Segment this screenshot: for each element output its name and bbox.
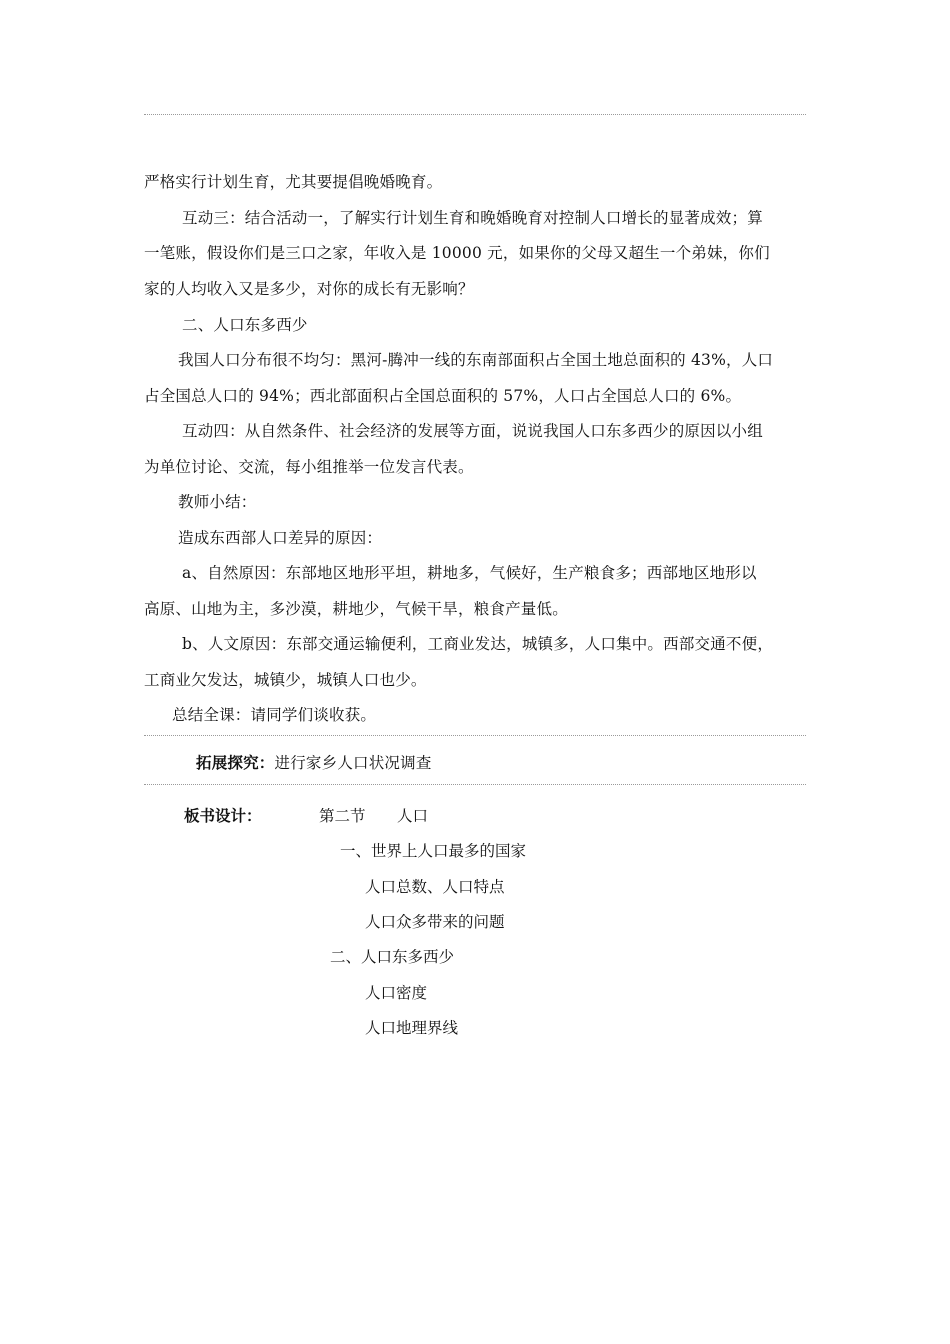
paragraph-line: 工商业欠发达，城镇少，城镇人口也少。 [144,671,427,689]
extension-text: 进行家乡人口状况调查 [274,754,432,772]
paragraph-line: 占全国总人口的 94%；西北部面积占全国总面积的 57%，人口占全国总人口的 6%。 [144,387,742,405]
board-section: 第二节 [319,807,366,825]
extension-label: 拓展探究： [196,753,275,772]
paragraph-line: 总结全课：请同学们谈收获。 [172,706,377,724]
paragraph-line: 家的人均收入又是多少，对你的成长有无影响？ [144,280,474,298]
paragraph-line: 我国人口分布很不均匀：黑河-腾冲一线的东南部面积占全国土地总面积的 43%，人口 [178,351,774,369]
paragraph-line: 高原、山地为主，多沙漠，耕地少，气候干旱，粮食产量低。 [144,600,568,618]
section-heading: 二、人口东多西少 [182,316,308,334]
board-subitem: 人口总数、人口特点 [365,878,505,896]
paragraph-line: 互动三：结合活动一，了解实行计划生育和晚婚晚育对控制人口增长的显著成效；算 [182,209,763,227]
board-label: 板书设计： [184,806,262,825]
board-section-title: 人口 [397,807,429,825]
board-subitem: 人口众多带来的问题 [365,913,505,931]
board-item: 二、人口东多西少 [330,948,455,966]
paragraph-line: 一笔账，假设你们是三口之家，年收入是 10000 元，如果你的父母又超生一个弟妹，你们 [144,244,770,262]
board-subitem: 人口密度 [365,984,428,1002]
paragraph-line: 教师小结： [178,493,257,511]
board-item: 一、世界上人口最多的国家 [340,842,527,860]
paragraph-line: 严格实行计划生育，尤其要提倡晚婚晚育。 [144,173,443,191]
paragraph-line: 互动四：从自然条件、社会经济的发展等方面，说说我国人口东多西少的原因以小组 [182,422,763,440]
paragraph-line: b、人文原因：东部交通运输便利，工商业发达，城镇多，人口集中。西部交通不便， [182,635,774,653]
paragraph-line: 为单位讨论、交流，每小组推举一位发言代表。 [144,458,474,476]
extension-row [196,753,432,773]
header-divider [144,114,806,115]
board-subitem: 人口地理界线 [365,1019,459,1037]
extension-top-divider [144,735,806,736]
paragraph-line: 造成东西部人口差异的原因： [178,529,383,547]
extension-bottom-divider [144,784,806,785]
paragraph-line: a、自然原因：东部地区地形平坦，耕地多，气候好，生产粮食多；西部地区地形以 [182,564,757,582]
